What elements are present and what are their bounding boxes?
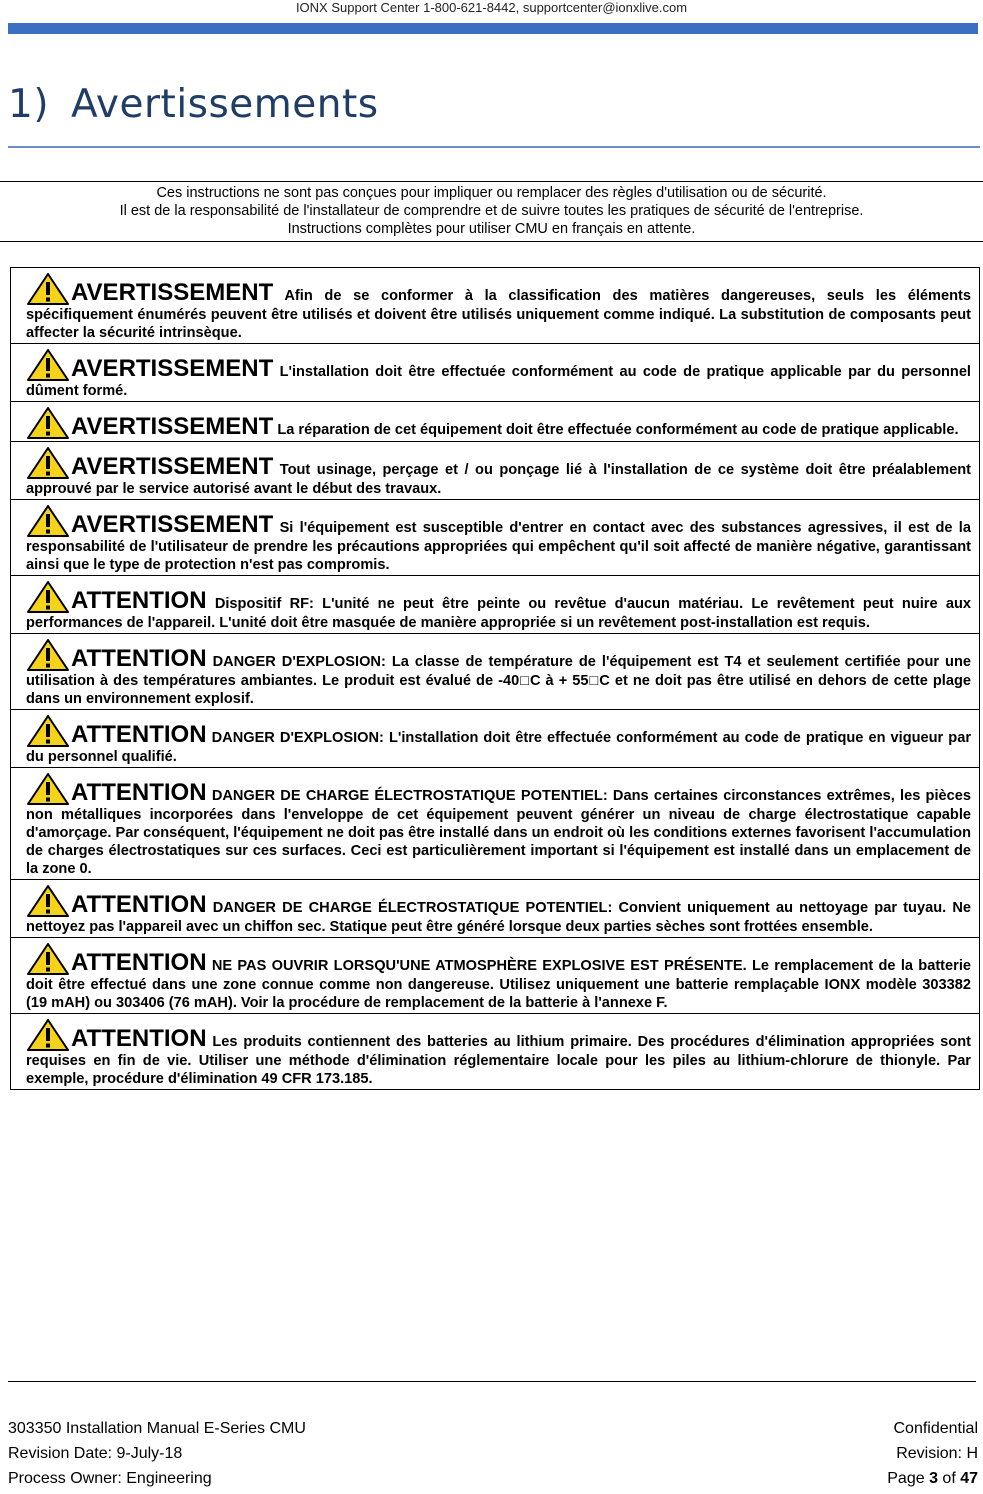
warning-cell: [11, 344, 980, 402]
warning-text: Tout usinage, perçage et / ou ponçage lié à l'installation de ce système doit être préalablement approuvé par le service autorisé avant le début des travaux.: [26, 462, 971, 497]
warning-keyword: ATTENTION: [71, 949, 207, 976]
warning-text: La réparation de cet équipement doit être effectuée conformément au code de pratique applicable.: [277, 422, 959, 438]
warning-text: Les produits contiennent des batteries au lithium primaire. Des procédures d'élimination appropriées sont requises en fin de vie. Utiliser une méthode d'élimination réglementaire locale pour les piles au lithium-chlorure de thionyle. Par exemple, procédure d'élimination 49 CFR 173.185.: [26, 1034, 971, 1087]
warning-cell: [11, 634, 980, 710]
warning-cell: [11, 880, 980, 938]
warning-triangle-icon: [26, 272, 70, 306]
warning-row: [11, 402, 980, 442]
revision-date: Revision Date: 9-July-18: [8, 1445, 183, 1462]
warning-row: [11, 500, 980, 576]
warning-row: [11, 938, 980, 1014]
warning-keyword: ATTENTION: [71, 779, 207, 806]
warning-keyword: ATTENTION: [71, 721, 207, 748]
warning-triangle-icon: [26, 1018, 70, 1052]
warning-text: L'installation doit être effectuée conformément au code de pratique applicable par du personnel dûment formé.: [26, 364, 971, 399]
warning-cell: [11, 268, 980, 344]
warning-triangle-icon: [26, 714, 70, 748]
warning-text: DANGER D'EXPLOSION: La classe de température de l'équipement est T4 et seulement certifiée pour une utilisation à des températures ambiantes. Le produit est évalué de -40□C à + 55□C et ne doit pas être utilisé en dehors de cette plage dans un environnement explosif.: [26, 654, 971, 707]
warning-cell: [11, 710, 980, 768]
warning-triangle-icon: [26, 638, 70, 672]
warning-text: DANGER DE CHARGE ÉLECTROSTATIQUE POTENTIEL: Convient uniquement au nettoyage par tuyau. Ne nettoyez pas l'appareil avec un chiffon sec. Statique peut être généré lorsque deux parties sèches sont frottées ensemble.: [26, 900, 971, 935]
footer-rule: [8, 1381, 976, 1382]
warning-row: [11, 268, 980, 344]
warning-row: [11, 880, 980, 938]
intro-line: Instructions complètes pour utiliser CMU en français en attente.: [287, 221, 696, 237]
section-number: 1): [8, 82, 50, 127]
warning-cell: [11, 938, 980, 1014]
warning-triangle-icon: [26, 580, 70, 614]
section-heading: [8, 82, 379, 127]
warning-triangle-icon: [26, 504, 70, 538]
intro-disclaimer: [0, 181, 983, 242]
warning-row: [11, 1014, 980, 1090]
warning-text: DANGER DE CHARGE ÉLECTROSTATIQUE POTENTIEL: Dans certaines circonstances extrêmes, les pièces non métalliques incorporées dans l'enveloppe de cet équipement peuvent générer un niveau de charge électrostatique capable d'amorçage. Par conséquent, l'équipement ne doit pas être installé dans un endroit où les conditions externes favorisent l'accumulation de charges électrostatiques sur ces surfaces. Ceci est particulièrement important si l'équipement est installé dans un emplacement de la zone 0.: [26, 788, 971, 877]
warning-triangle-icon: [26, 348, 70, 382]
warning-cell: [11, 768, 980, 880]
warning-keyword: AVERTISSEMENT: [71, 413, 274, 440]
warning-row: [11, 768, 980, 880]
warning-text: NE PAS OUVRIR LORSQU'UNE ATMOSPHÈRE EXPLOSIVE EST PRÉSENTE. Le remplacement de la batterie doit être effectué dans une zone connue comme non dangereuse. Utilisez uniquement une batterie remplaçable IONX modèle 303382 (19 mAH) ou 303406 (76 mAH). Voir la procédure de remplacement de la batterie à l'annexe F.: [26, 958, 971, 1011]
warning-row: [11, 634, 980, 710]
intro-line: Il est de la responsabilité de l'installateur de comprendre et de suivre toutes les pratiques de sécurité de l'entreprise.: [119, 203, 864, 219]
warning-text: Afin de se conformer à la classification des matières dangereuses, seuls les éléments spécifiquement énumérés peuvent être utilisés et doivent être utilisés uniquement comme indiqué. La substitution de composants peut affecter la sécurité intrinsèque.: [26, 288, 972, 341]
warning-triangle-icon: [26, 884, 70, 918]
warning-row: [11, 442, 980, 500]
warning-row: [11, 710, 980, 768]
title-underline: [8, 146, 980, 148]
warning-cell: [11, 1014, 980, 1090]
warning-keyword: AVERTISSEMENT: [71, 511, 274, 538]
warning-cell: [11, 402, 980, 442]
warning-text: DANGER D'EXPLOSION: L'installation doit être effectuée conformément au code de pratique en vigueur par du personnel qualifié.: [26, 730, 971, 765]
warning-cell: [11, 442, 980, 500]
page-number: Page 3 of 47: [887, 1470, 978, 1487]
revision-label: Revision: H: [896, 1445, 978, 1462]
support-contact: IONX Support Center 1-800-621-8442, supportcenter@ionxlive.com: [295, 0, 688, 15]
warning-text: Si l'équipement est susceptible d'entrer en contact avec des substances agressives, il est de la responsabilité de l'utilisateur de prendre les précautions appropriées qui empêchent qu'il soit affecté de manière négative, garantissant ainsi que le type de protection n'est pas compromis.: [26, 520, 971, 573]
warning-cell: [11, 576, 980, 634]
warning-row: [11, 344, 980, 402]
warning-keyword: ATTENTION: [71, 587, 207, 614]
warning-keyword: AVERTISSEMENT: [71, 453, 274, 480]
header-accent-bar: [8, 23, 978, 34]
warning-triangle-icon: [26, 446, 70, 480]
warnings-table: [10, 267, 980, 1090]
warning-triangle-icon: [26, 406, 70, 440]
intro-line: Ces instructions ne sont pas conçues pour impliquer ou remplacer des règles d'utilisation ou de sécurité.: [156, 185, 827, 201]
warning-row: [11, 576, 980, 634]
document-title: 303350 Installation Manual E-Series CMU: [8, 1420, 306, 1437]
process-owner: Process Owner: Engineering: [8, 1470, 212, 1487]
warning-keyword: ATTENTION: [71, 1025, 207, 1052]
warning-triangle-icon: [26, 942, 70, 976]
confidential-label: Confidential: [893, 1420, 978, 1437]
warning-keyword: AVERTISSEMENT: [71, 355, 274, 382]
section-title: Avertissements: [71, 82, 379, 127]
warning-keyword: AVERTISSEMENT: [71, 279, 274, 306]
warning-cell: [11, 500, 980, 576]
warning-keyword: ATTENTION: [71, 891, 207, 918]
warning-triangle-icon: [26, 772, 70, 806]
warning-text: Dispositif RF: L'unité ne peut être peinte ou revêtue d'aucun matériau. Le revêtement peut nuire aux performances de l'appareil. L'unité doit être masquée de manière appropriée si un revêtement post-installation est requis.: [26, 596, 971, 631]
warning-keyword: ATTENTION: [71, 645, 207, 672]
